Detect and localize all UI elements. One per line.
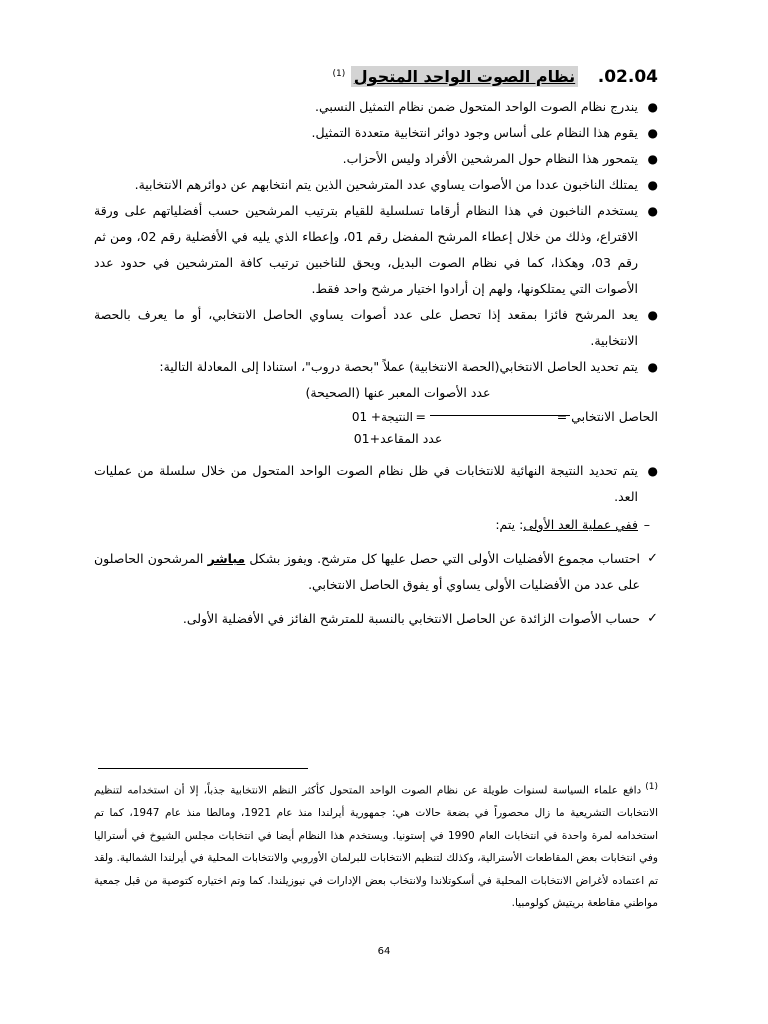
list-item [94,94,658,120]
bullet-icon: ● [647,100,658,114]
checklist-item [94,546,658,598]
equation-numerator: عدد الأصوات المعبر عنها (الصحيحة) [305,385,491,400]
list-item [94,302,658,354]
section-heading [98,60,658,91]
list-item [94,146,658,172]
bullet-text: يندرج نظام الصوت الواحد المتحول ضمن نظام التمثيل النسبي. [314,99,638,114]
checkmark-icon: ✓ [647,551,658,566]
bullet-icon: ● [647,204,658,218]
check-text-before: حساب الأصوات الزائدة عن الحاصل الانتخابي بالنسبة للمترشح الفائز في الأفضلية الأولى. [182,611,640,626]
footnote-reference: (1) [332,69,346,79]
body-text [94,94,658,640]
equation-lhs: الحاصل الانتخابي = [556,409,658,424]
section-title: نظام الصوت الواحد المتحول [351,66,578,87]
equation-denominator: عدد المقاعد+01 [353,431,443,446]
footnote-divider [98,768,308,769]
bullet-icon: ● [647,464,658,478]
bullet-text: يمتلك الناخبون عددا من الأصوات يساوي عدد المترشحين الذين يتم انتخابهم عن دوائرهم الانتخابية. [134,177,638,192]
bullet-icon: ● [647,178,658,192]
footnote [94,776,658,915]
fraction-bar [430,415,570,416]
footnote-text: دافع علماء السياسة لسنوات طويلة عن نظام الصوت الواحد المتحول كأكثر النظم الانتخابية جذباً، إلا أن استخدامه لتنظيم الانتخابات التشريعية ما زال محصوراً في بضعة حالات هي: جمهورية أيرلندا منذ عام 1921، ومالطا منذ عام 1947، كما تم استخدامه لمرة واحدة في انتخابات العام 1990 في إستونيا. ويستخدم هذا النظام أيضا في انتخابات مجلس الشيوخ في أستراليا وفي انتخابات بعض المقاطعات الأسترالية، وكذلك لتنظيم الانتخابات للبرلمان الأوروبي والانتخابات المحلية في أيرلندا الشمالية. ولقد تم اعتماده لأغراض الانتخابات المحلية في أسكوتلاندا ولانتخاب بعض الإدارات في نيوزيلندا. كما وتم اختياره كتوصية من قبل جمعية مواطني مقاطعة بريتيش كولومبيا. [94,784,658,909]
list-item [94,172,658,198]
sub-heading-rest: : يتم: [495,517,524,532]
sub-heading-underlined: ففي عملية العد الأولى [523,517,638,532]
bullet-icon: ● [647,360,658,374]
list-item [94,458,658,510]
section-number: 02.04. [597,67,658,88]
equation-equals: = [415,409,426,424]
list-item [94,120,658,146]
quota-equation [94,380,658,458]
bullet-icon: ● [647,126,658,140]
footnote-number: (1) [645,782,658,792]
bullet-text: يتم تحديد الحاصل الانتخابي(الحصة الانتخابية) عملاً "بحصة دروب"، استنادا إلى المعادلة التالية: [159,359,638,374]
bullet-text: يتم تحديد النتيجة النهائية للانتخابات في ظل نظام الصوت الواحد المتحول من خلال سلسلة من عمليات العد. [94,463,638,504]
list-item [94,198,658,302]
equation-rhs: النتيجة+ 01 [351,410,413,424]
dash-icon: – [643,517,650,532]
list-item [94,354,658,380]
bullet-text: يعد المرشح فائزا بمقعد إذا تحصل على عدد أصوات يساوي الحاصل الانتخابي، أو ما يعرف بالحصة الانتخابية. [94,307,638,348]
page-number: 64 [377,946,391,957]
bullet-icon: ● [647,308,658,322]
checklist-item [94,606,658,632]
check-text-emphasis: مباشر [207,551,246,566]
checkmark-icon: ✓ [647,611,658,626]
check-text-before: احتساب مجموع الأفضليات الأولى التي حصل عليها كل مترشح. ويفوز بشكل [245,551,640,566]
bullet-text: يقوم هذا النظام على أساس وجود دوائر انتخابية متعددة التمثيل. [311,125,638,140]
bullet-icon: ● [647,152,658,166]
check-text-after: المرشحون الحاصلون على عدد من الأفضليات الأولى يساوي أو يفوق الحاصل الانتخابي. [94,551,640,592]
bullet-text: يستخدم الناخبون في هذا النظام أرقاما تسلسلية للقيام بترتيب المرشحين حسب أفضلياتهم على ورقة الاقتراع، وذلك من خلال إعطاء المرشح المفضل رقم 01، وإعطاء الذي يليه في الأفضلية رقم 02، ومن ثم رقم 03، وهكذا، كما في نظام الصوت البديل، ويحق للناخبين ترتيب كافة المترشحين في حدود عدد الأصوات التي يمتلكونها، ولهم إن أرادوا اختيار مرشح واحد فقط. [94,203,639,296]
bullet-text: يتمحور هذا النظام حول المرشحين الأفراد وليس الأحزاب. [342,151,638,166]
sub-heading [94,512,658,538]
